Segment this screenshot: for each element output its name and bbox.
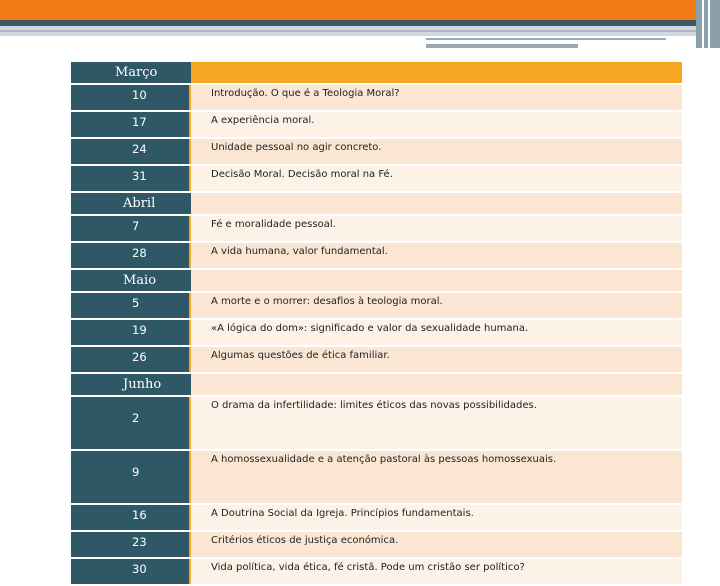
session-day: 9: [71, 451, 191, 503]
header-accent-block: [696, 0, 720, 48]
session-row: [71, 559, 682, 584]
session-topic: O drama da infertilidade: limites éticos das novas possibilidades.: [191, 397, 682, 449]
session-row: [71, 451, 682, 503]
session-topic: A vida humana, valor fundamental.: [191, 243, 682, 268]
session-day: 23: [71, 532, 191, 557]
month-band: [191, 193, 682, 214]
session-day: 28: [71, 243, 191, 268]
session-row: [71, 139, 682, 164]
month-row-marco: [71, 62, 682, 83]
session-topic: Algumas questões de ética familiar.: [191, 347, 682, 372]
session-day: 17: [71, 112, 191, 137]
session-row: [71, 532, 682, 557]
session-day: 10: [71, 85, 191, 110]
decorative-rule: [426, 38, 666, 40]
session-row: [71, 85, 682, 110]
month-band: [191, 374, 682, 395]
session-topic: Fé e moralidade pessoal.: [191, 216, 682, 241]
month-band: [191, 270, 682, 291]
month-label: Abril: [71, 193, 191, 214]
session-topic: A homossexualidade e a atenção pastoral às pessoas homossexuais.: [191, 451, 682, 503]
session-topic: A experiência moral.: [191, 112, 682, 137]
session-day: 7: [71, 216, 191, 241]
session-row: [71, 293, 682, 318]
session-day: 26: [71, 347, 191, 372]
session-row: [71, 243, 682, 268]
session-row: [71, 505, 682, 530]
session-row: [71, 112, 682, 137]
accent-stripe: [708, 0, 710, 48]
month-label: Março: [71, 62, 191, 83]
month-row-abril: [71, 193, 682, 214]
session-row: [71, 347, 682, 372]
session-topic: Critérios éticos de justiça económica.: [191, 532, 682, 557]
month-row-maio: [71, 270, 682, 291]
session-row: [71, 166, 682, 191]
session-topic: A Doutrina Social da Igreja. Princípios fundamentais.: [191, 505, 682, 530]
month-row-junho: [71, 374, 682, 395]
accent-stripe: [702, 0, 704, 48]
decorative-rule: [426, 44, 578, 48]
session-topic: A morte e o morrer: desafios à teologia moral.: [191, 293, 682, 318]
session-topic: Decisão Moral. Decisão moral na Fé.: [191, 166, 682, 191]
session-day: 2: [71, 397, 191, 449]
session-day: 16: [71, 505, 191, 530]
session-row: [71, 216, 682, 241]
session-row: [71, 320, 682, 345]
session-day: 19: [71, 320, 191, 345]
session-day: 31: [71, 166, 191, 191]
session-day: 30: [71, 559, 191, 584]
session-topic: «A lógica do dom»: significado e valor da sexualidade humana.: [191, 320, 682, 345]
month-label: Maio: [71, 270, 191, 291]
schedule-table: [71, 60, 682, 586]
session-day: 5: [71, 293, 191, 318]
session-topic: Introdução. O que é a Teologia Moral?: [191, 85, 682, 110]
session-row: [71, 397, 682, 449]
session-topic: Vida política, vida ética, fé cristã. Pode um cristão ser político?: [191, 559, 682, 584]
month-label: Junho: [71, 374, 191, 395]
header-line-inner: [0, 30, 700, 32]
month-band: [191, 62, 682, 83]
session-topic: Unidade pessoal no agir concreto.: [191, 139, 682, 164]
session-day: 24: [71, 139, 191, 164]
